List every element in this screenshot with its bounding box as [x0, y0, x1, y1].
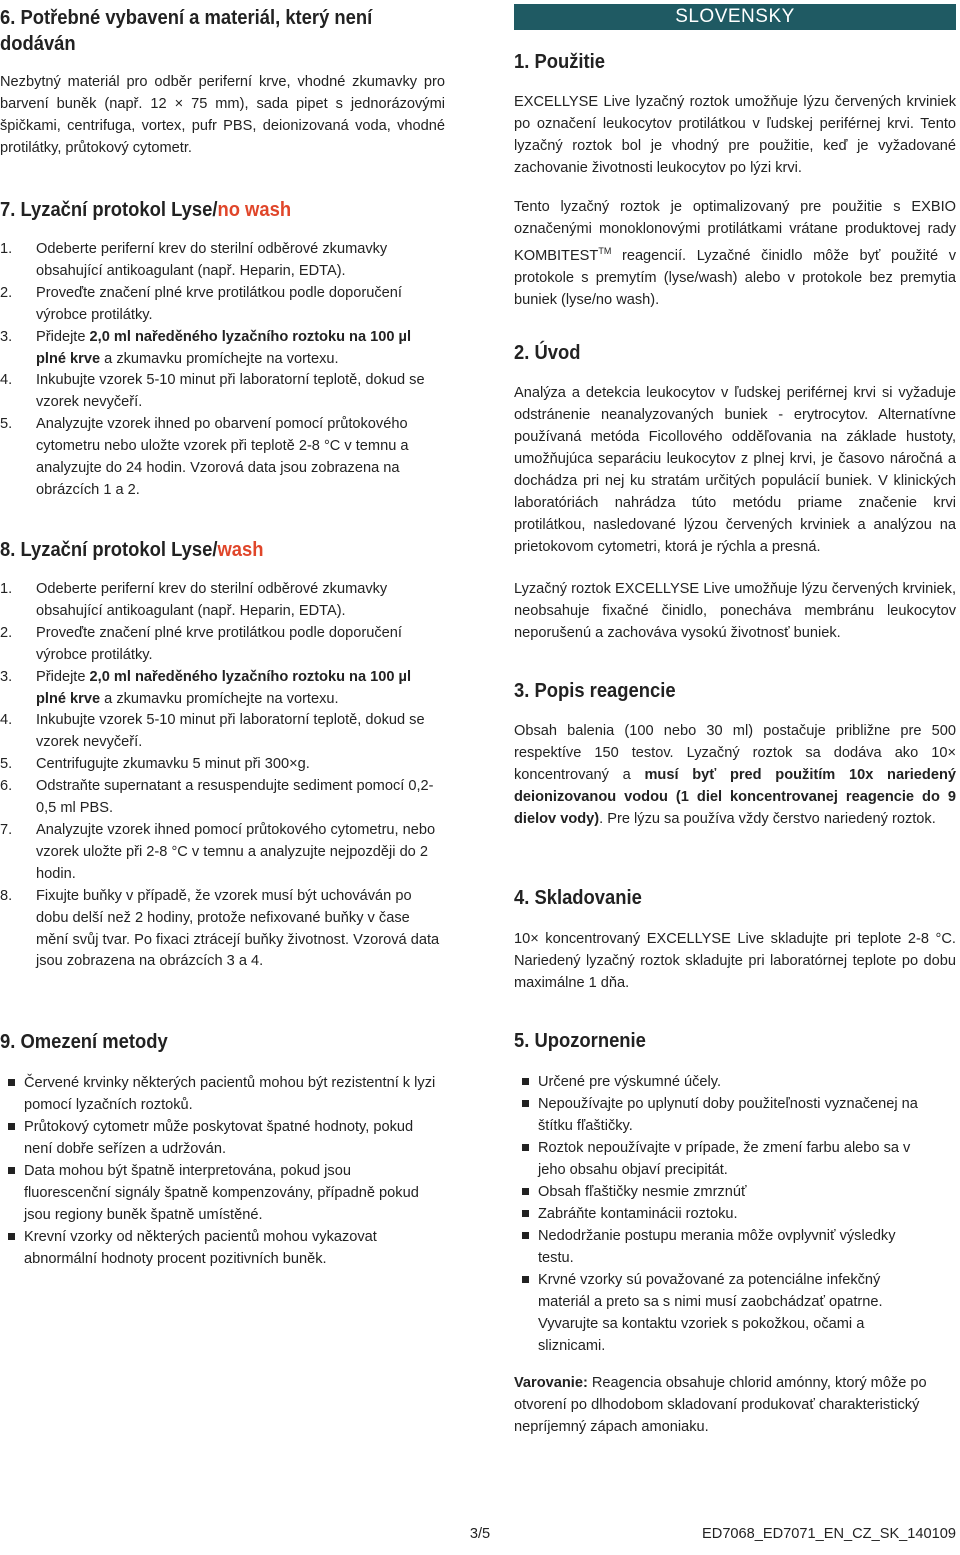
list-item: Nepoužívajte po uplynutí doby použiteľnosti vyznačenej na štítku fľaštičky. — [514, 1093, 934, 1137]
list-item: 1. Odeberte periferní krev do sterilní odběrové zkumavky obsahující antikoagulant (např. Heparin, EDTA). — [0, 581, 388, 619]
section-9-list — [0, 1072, 440, 1270]
list-item: 3. Přidejte 2,0 ml naředěného lyzačního roztoku na 100 µl plné krve a zkumavku promíchejte na vortexu. — [0, 328, 412, 367]
section-1-text: EXCELLYSE Live lyzačný roztok umožňuje lýzu červených krviniek po označení leukocytov protilátkou v ľudskej periférnej krvi. Tento lyzačný roztok bol je vhodný pre použitie, keď je vyžadované zachovanie životnosti leukocytov po lýzi krvi. — [514, 94, 956, 176]
list-item: Krvné vzorky sú považované za potenciálne infekčný materiál a preto sa s nimi musí zaobchádzať opatrne. Vyvarujte sa kontaktu vzoriek s pokožkou, očami a sliznicami. — [514, 1269, 934, 1357]
bullet-square-icon — [522, 1078, 529, 1085]
list-item: 4. Inkubujte vzorek 5-10 minut při laboratorní teplotě, dokud se vzorek nevyčeří. — [0, 372, 425, 411]
list-item: 2. Proveďte značení plné krve protilátkou podle doporučení výrobce protilátky. — [0, 624, 402, 663]
section-6-heading: 6. Potřebné vybavení a materiál, který není dodáván — [0, 7, 373, 55]
section-4-heading: 4. Skladovanie — [514, 887, 642, 909]
bullet-square-icon — [8, 1123, 15, 1130]
list-item: 4. Inkubujte vzorek 5-10 minut při laboratorní teplotě, dokud se vzorek nevyčeří. — [0, 712, 425, 751]
list-item: Obsah fľaštičky nesmie zmrznúť — [514, 1181, 934, 1203]
list-item: 8. Fixujte buňky v případě, že vzorek musí být uchováván po dobu delší než 2 hodiny, protože nefixované buňky v čase mění svůj tvar. Po fixaci ztrácejí buňky životnost. Vzorová data jsou zobrazena na obrázcích 3 a 4. — [0, 887, 440, 970]
bullet-square-icon — [8, 1079, 15, 1086]
section-6-text: Nezbytný materiál pro odběr periferní krve, vhodné zkumavky pro barvení buněk (např. 12 × 75 mm), sada pipet s jednorázovými špičkami, centrifuga, vortex, pufr PBS, deionizovaná voda, vhodné protilátky, průtokový cytometr. — [0, 74, 445, 156]
section-2-text-2: Lyzačný roztok EXCELLYSE Live umožňuje lýzu červených krviniek, neobsahuje fixačné činidlo, ponecháva membránu leukocytov neporušenú a zachováva vysokú životnosť buniek. — [514, 581, 956, 641]
list-item: Určené pre výskumné účely. — [514, 1071, 934, 1093]
bullet-square-icon — [522, 1232, 529, 1239]
bullet-square-icon — [522, 1144, 529, 1151]
bullet-square-icon — [8, 1167, 15, 1174]
list-item: 5. Centrifugujte zkumavku 5 minut při 300×g. — [0, 756, 310, 773]
warning-text: Varovanie: Reagencia obsahuje chlorid amónny, ktorý môže po otvorení po dlhodobom skladovaní produkovať charakteristický nepríjemný zápach amoniaku. — [514, 1375, 927, 1435]
list-item: 7. Analyzujte vzorek ihned pomocí průtokového cytometru, nebo vzorek uložte při 2-8 °C v temnu a analyzujte nejpozději do 2 hodin. — [0, 821, 436, 882]
list-item: 5. Analyzujte vzorek ihned po obarvení pomocí průtokového cytometru nebo uložte vzorek při teplotě 2-8 °C v temnu a analyzujte do 24 hodin. Vzorová data jsou zobrazena na obrázcích 1 a 2. — [0, 416, 409, 498]
list-item: Červené krvinky některých pacientů mohou být rezistentní k lyzi pomocí lyzačních roztoků. — [0, 1072, 440, 1116]
warning-label: Varovanie: — [514, 1375, 588, 1391]
document-code: ED7068_ED7071_EN_CZ_SK_140109 — [702, 1526, 956, 1542]
section-1-heading: 1. Použitie — [514, 51, 605, 73]
list-item: 1. Odeberte periferní krev do sterilní odběrové zkumavky obsahující antikoagulant (např. Heparin, EDTA). — [0, 241, 388, 279]
list-item: Krevní vzorky od některých pacientů mohou vykazovat abnormální hodnoty procent pozitivních buněk. — [0, 1226, 440, 1270]
section-5-list — [514, 1071, 934, 1357]
bullet-square-icon — [8, 1233, 15, 1240]
list-item: 2. Proveďte značení plné krve protilátkou podle doporučení výrobce protilátky. — [0, 284, 402, 323]
section-2-text: Analýza a detekcia leukocytov v ľudskej periférnej krvi si vyžaduje odstránenie neanalyzovaných buniek - erytrocytov. Alternatívne používaná metóda Ficollového odděľovania na základe hustoty, umožňujúca separáciu leukocytov z plnej krvi, je časovo náročná a dochádza pri nej ku stratám určitých populácií buniek. V klinických laboratóriách nahrádza túto metódu priame značenie krvi protilátkou, nasledované lýzou červených krviniek a analýzou na prietokovom cytometri, ktorá je rýchla a presná. — [514, 385, 956, 555]
section-2-heading: 2. Úvod — [514, 342, 581, 364]
section-5-heading: 5. Upozornenie — [514, 1030, 646, 1052]
list-item: Průtokový cytometr může poskytovat špatné hodnoty, pokud není dobře seřízen a udržován. — [0, 1116, 440, 1160]
section-7-steps — [0, 239, 445, 502]
bullet-square-icon — [522, 1276, 529, 1283]
section-7-heading: 7. Lyzační protokol Lyse/no wash — [0, 199, 292, 221]
section-8-heading-accent: wash — [217, 539, 264, 561]
section-9-heading: 9. Omezení metody — [0, 1031, 168, 1053]
language-banner: SLOVENSKY — [514, 4, 956, 30]
section-8-steps — [0, 579, 445, 973]
bullet-square-icon — [522, 1100, 529, 1107]
section-3-text: Obsah balenia (100 nebo 30 ml) postačuje približne pre 500 respektíve 150 testov. Lyzačný roztok sa dodáva ako 10× koncentrovaný a musí byť pred použitím 10x nariedený deionizovanou vodou (1 diel koncentrovanej reagencie do 9 dielov vody). Pre lýzu sa používa vždy čerstvo nariedený roztok. — [514, 723, 956, 827]
list-item: 6. Odstraňte supernatant a resuspendujte sediment pomocí 0,2-0,5 ml PBS. — [0, 778, 434, 817]
section-4-text: 10× koncentrovaný EXCELLYSE Live skladujte pri teplote 2-8 °C. Nariedený lyzačný roztok skladujte pri laboratórnej teplote po dobu maximálne 1 dňa. — [514, 931, 956, 991]
bullet-square-icon — [522, 1188, 529, 1195]
page-number: 3/5 — [469, 1526, 491, 1542]
section-1-text-2: Tento lyzačný roztok je optimalizovaný pre použitie s EXBIO označenými monoklonovými protilátkami vrátane produktovej rady KOMBITEST™ reagencií. Lyzačné činidlo môže byť použité v protokole s premytím (lyse/wash) alebo v protokole bez premytia buniek (lyse/no wash). — [514, 199, 956, 308]
section-3-heading: 3. Popis reagencie — [514, 680, 676, 702]
list-item: Roztok nepoužívajte v prípade, že zmení farbu alebo sa v jeho obsahu objaví precipitát. — [514, 1137, 934, 1181]
list-item: Nedodržanie postupu merania môže ovplyvniť výsledky testu. — [514, 1225, 934, 1269]
list-item: Zabráňte kontaminácii roztoku. — [514, 1203, 934, 1225]
list-item: 3. Přidejte 2,0 ml naředěného lyzačního roztoku na 100 µl plné krve a zkumavku promíchejte na vortexu. — [0, 668, 412, 707]
section-8-heading: 8. Lyzační protokol Lyse/wash — [0, 539, 264, 561]
section-7-heading-accent: no wash — [217, 199, 292, 221]
list-item: Data mohou být špatně interpretována, pokud jsou fluorescenční signály špatně kompenzovány, případně pokud jsou regiony buněk špatně umístěné. — [0, 1160, 440, 1226]
bullet-square-icon — [522, 1210, 529, 1217]
